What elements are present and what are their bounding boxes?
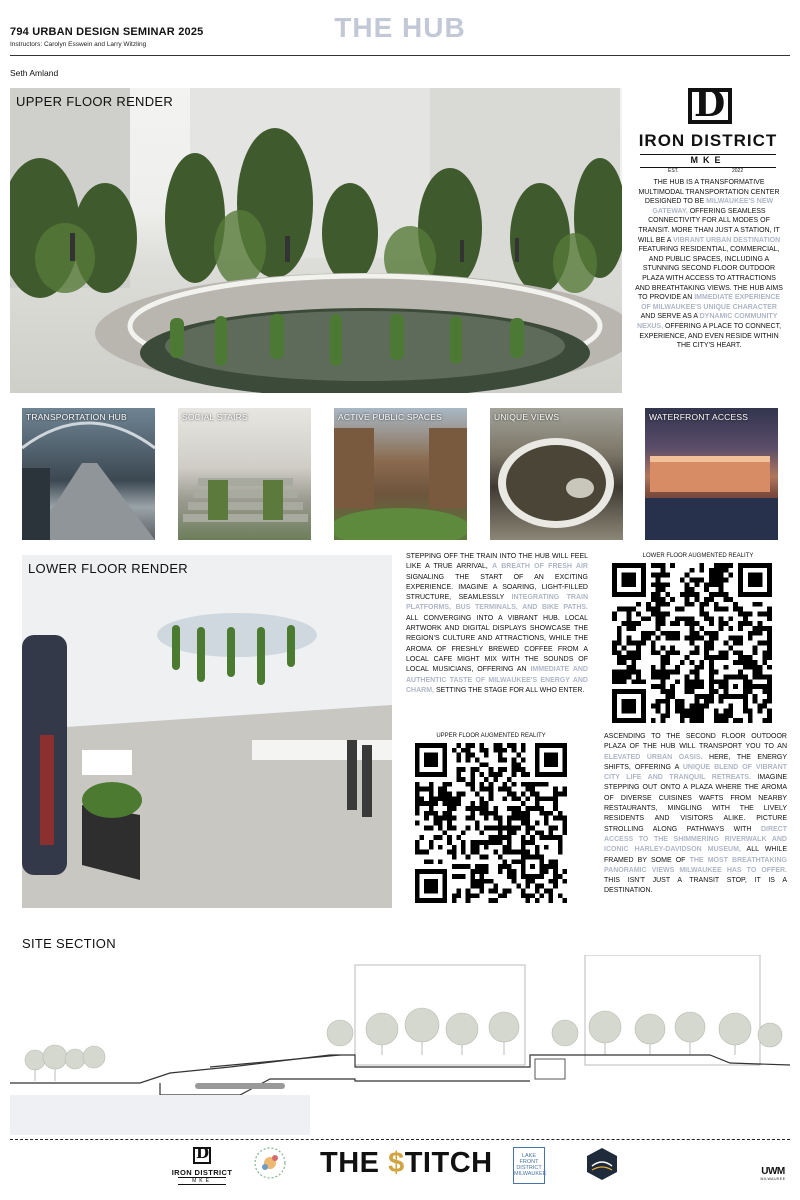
site-section-drawing xyxy=(10,955,790,1135)
narrative-highlight: ELEVATED URBAN OASIS. xyxy=(604,753,703,761)
stitch-s: $ xyxy=(388,1147,405,1179)
brand-name: IRON DISTRICT xyxy=(638,131,778,150)
narrative-highlight: DIRECT ACCESS TO THE SHIMMERING RIVERWALK AND ICONIC HARLEY-DAVIDSON MUSEUM, xyxy=(604,825,787,854)
narrative-text: ASCENDING TO THE SECOND FLOOR OUTDOOR PLAZA OF THE HUB WILL TRANSPORT YOU TO AN xyxy=(604,733,787,751)
footer-mke: MKE xyxy=(178,1177,226,1185)
lower-ar-qr-code[interactable] xyxy=(612,563,772,723)
seminar-title: 794 URBAN DESIGN SEMINAR 2025 xyxy=(10,26,204,38)
upper-floor-narrative xyxy=(604,732,787,897)
intro-highlight: DYNAMIC COMMUNITY NEXUS, xyxy=(636,313,778,330)
hoan-landing-logo xyxy=(584,1146,620,1182)
footer-iron-district-logo xyxy=(193,1144,211,1164)
footer-iron-district-name: IRON DISTRICT xyxy=(171,1168,233,1177)
waterfront-access-image xyxy=(645,408,778,540)
thumbnail-transportation-hub xyxy=(22,408,155,540)
narrative-highlight: INTEGRATING TRAIN PLATFORMS, BUS TERMINALS, AND BIKE PATHS. xyxy=(406,594,588,612)
thumbnail-active-public-spaces xyxy=(334,408,467,540)
intro-highlight: IMMEDIATE EXPERIENCE OF MILWAUKEE'S UNIQUE CHARACTER xyxy=(641,294,781,311)
narrative-highlight: UNIQUE BLEND OF VIBRANT CITY LIFE AND TRANQUIL RETREATS. xyxy=(604,763,788,782)
upper-render-illustration xyxy=(10,88,622,393)
lower-floor-render xyxy=(22,555,392,908)
narrative-text: ALL WHILE FRAMED BY SOME OF xyxy=(604,846,787,864)
social-stairs-image xyxy=(178,408,311,540)
intro-text: FEATURING RESIDENTIAL, COMMERCIAL, AND PUBLIC SPACES, INCLUDING A STUNNING SECOND FLOOR OUTDOOR PLAZA WITH ACCESS TO ATTRACTIONS AND BREATHTAKING VIEWS. THE HUB AIMS TO PROVIDE AN xyxy=(635,246,783,302)
instructors-line: Instructors: Carolyn Esswein and Larry Witzling xyxy=(10,41,147,48)
market-district-logo xyxy=(252,1145,288,1181)
author-name: Seth Amland xyxy=(10,68,59,78)
upper-render-label: UPPER FLOOR RENDER xyxy=(16,94,174,109)
hoan-landing-icon xyxy=(584,1146,620,1182)
footer-divider xyxy=(10,1139,790,1140)
lower-floor-narrative xyxy=(406,552,588,696)
the-stitch-logo xyxy=(320,1147,493,1180)
site-section-label: SITE SECTION xyxy=(22,936,116,951)
intro-text: THE HUB IS A TRANSFORMATIVE MULTIMODAL TRANSPORTATION CENTER DESIGNED TO BE xyxy=(638,179,780,206)
thumbnail-social-stairs xyxy=(178,408,311,540)
thumbnail-label: SOCIAL STAIRS xyxy=(182,412,248,422)
lower-ar-caption: LOWER FLOOR AUGMENTED REALITY xyxy=(642,553,754,559)
thumbnail-label: UNIQUE VIEWS xyxy=(494,412,560,422)
intro-text: AND SERVE AS A xyxy=(640,313,700,321)
intro-text: OFFERING A PLACE TO CONNECT, EXPERIENCE, AND EVEN RESIDE WITHIN THE CITY'S HEART. xyxy=(639,322,782,350)
narrative-highlight: IMMEDIATE AND AUTHENTIC TASTE OF MILWAUKEE'S ENERGY AND CHARM, xyxy=(406,666,588,694)
lower-render-label: LOWER FLOOR RENDER xyxy=(28,561,188,576)
intro-highlight: VIBRANT URBAN DESTINATION xyxy=(672,236,781,244)
narrative-text: IMAGINE STEPPING OUT ONTO A PLAZA WHERE THE AROMA OF DIVERSE CUISINES WAFTS FROM NEARBY RESTAURANTS, MINGLING WITH THE LIVELY RESIDENTS AND VISITORS ALIKE. PICTURE STROLLING ALONG PATHWAYS WITH xyxy=(604,774,787,833)
brand-year: 2022 xyxy=(732,168,744,174)
intro-highlight: MILWAUKEE'S NEW GATEWAY, xyxy=(652,198,774,215)
qr-code-icon xyxy=(612,563,772,723)
lake-front-district-logo: LAKE FRONT DISTRICT MILWAUKEE xyxy=(513,1147,545,1184)
qr-code-icon xyxy=(415,743,567,903)
transportation-hub-image xyxy=(22,408,155,540)
unique-views-image xyxy=(490,408,623,540)
thumbnail-waterfront-access xyxy=(645,408,778,540)
poster-title: THE HUB xyxy=(334,12,466,43)
thumbnail-label: TRANSPORTATION HUB xyxy=(26,412,127,422)
logo-letter: D xyxy=(694,83,726,125)
thumbnail-label: WATERFRONT ACCESS xyxy=(649,412,749,422)
iron-district-logo xyxy=(688,83,732,125)
brand-est: EST. xyxy=(668,168,679,174)
narrative-highlight: THE MOST BREATHTAKING PANORAMIC VIEWS MILWAUKEE HAS TO OFFER. xyxy=(604,856,787,874)
brand-mke: MKE xyxy=(640,154,776,168)
active-public-spaces-image xyxy=(334,408,467,540)
thumbnail-label: ACTIVE PUBLIC SPACES xyxy=(338,412,442,422)
intro-text: OFFERING SEAMLESS CONNECTIVITY FOR ALL MODES OF TRANSIT. MORE THAN JUST A STATION, IT WILL BE A xyxy=(637,207,780,244)
narrative-highlight: A BREATH OF FRESH AIR xyxy=(492,563,588,571)
narrative-text: ALL CONVERGING INTO A VIBRANT HUB. LOCAL ARTWORK AND DIGITAL DISPLAYS SHOWCASE THE REGION'S CULTURE AND ATTRACTIONS, WHILE THE AROMA OF FRESHLY BREWED COFFEE FROM A LOCAL CAFE MIGHT MIX WITH THE SOUNDS OF LOCAL MUSICIANS, OFFERING AN xyxy=(406,614,588,674)
narrative-text: HERE, THE ENERGY SHIFTS, OFFERING A xyxy=(604,753,787,771)
stitch-text: TITCH xyxy=(404,1147,493,1179)
narrative-text: STEPPING OFF THE TRAIN INTO THE HUB WILL FEEL LIKE A TRUE ARRIVAL, xyxy=(406,553,588,571)
uwm-milwaukee: MILWAUKEE xyxy=(760,1177,786,1181)
upper-ar-qr-code[interactable] xyxy=(415,743,567,903)
narrative-text: SIGNALING THE START OF AN EXCITING EXPERIENCE. IMAGINE A SOARING, LIGHT-FILLED STRUCTURE, SEAMLESSLY xyxy=(406,573,588,602)
upper-floor-render xyxy=(10,88,622,393)
narrative-text: THIS ISN'T JUST A TRANSIT STOP, IT IS A DESTINATION. xyxy=(604,877,787,895)
upper-ar-caption: UPPER FLOOR AUGMENTED REALITY xyxy=(436,733,546,739)
header-divider xyxy=(10,55,790,56)
thumbnail-unique-views xyxy=(490,408,623,540)
market-district-icon xyxy=(252,1145,288,1181)
intro-paragraph xyxy=(634,178,784,351)
lower-render-illustration xyxy=(22,555,392,908)
footer-logo-letter: D xyxy=(196,1144,210,1162)
stitch-text: THE xyxy=(320,1147,389,1179)
site-section-illustration xyxy=(10,955,790,1135)
narrative-text: SETTING THE STAGE FOR ALL WHO ENTER. xyxy=(434,686,585,694)
uwm-text: UWM xyxy=(761,1166,785,1177)
uwm-logo xyxy=(756,1166,790,1181)
